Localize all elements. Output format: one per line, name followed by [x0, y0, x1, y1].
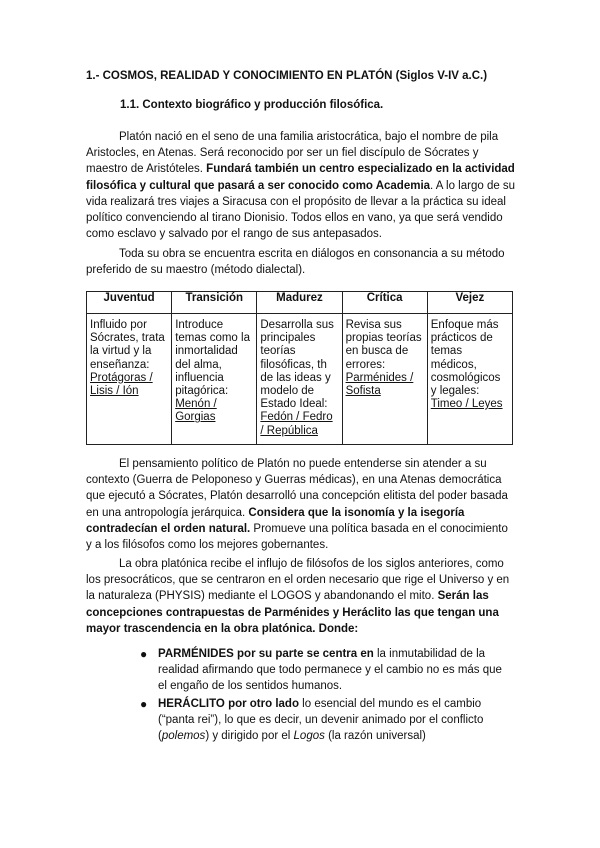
- table-cell: [257, 314, 342, 445]
- paragraph-bold: Considera que la isonomía y la isegoría contradecían el orden natural.: [86, 506, 465, 535]
- table-cell: [427, 314, 512, 445]
- list-item-italic: polemos: [161, 730, 206, 743]
- cell-text: Influido por Sócrates, trata la virtud y la enseñanza:: [90, 319, 165, 371]
- table-row: [87, 314, 513, 445]
- table-header-row: [87, 292, 513, 314]
- philosophers-list: [140, 646, 512, 745]
- table-header-cell: Vejez: [427, 292, 512, 314]
- table-header-cell: Juventud: [87, 292, 172, 314]
- list-item-bold: HERÁCLITO por otro lado: [158, 697, 299, 710]
- paragraph-text: Platón nació en el seno de una familia aristocrática, bajo el nombre de pila Aristocles, en Atenas. Será reconocido por ser un fiel discípulo de Sócrates y maestro de Aristóteles.: [86, 131, 499, 176]
- table-header-cell: Crítica: [342, 292, 427, 314]
- list-item-italic: Logos: [293, 730, 325, 743]
- list-item-heraclito: [140, 696, 512, 745]
- cell-works-link[interactable]: Timeo / Leyes: [430, 398, 503, 411]
- paragraph-dialogues: [86, 246, 516, 278]
- cell-text: Desarrolla sus principales teorías filosóficas, th de las ideas y modelo de Estado Ideal:: [260, 319, 334, 411]
- list-item-text: la inmutabilidad de la realidad afirmando que todo permanece y el cambio no es más que el engaño de los sentidos humanos.: [158, 648, 502, 693]
- table-cell: [87, 314, 172, 445]
- table-cell: [342, 314, 427, 445]
- paragraph-bold: Serán las concepciones contrapuestas de Parménides y Heráclito las que tengan una mayor trascendencia en la obra platónica. Donde:: [86, 590, 499, 635]
- bullet-icon: ●: [140, 647, 148, 661]
- list-item-bold: PARMÉNIDES por su parte se centra en: [158, 648, 374, 660]
- cell-works-link[interactable]: Menón / Gorgias: [175, 398, 217, 424]
- list-item-text: ) y dirigido por el: [205, 730, 294, 743]
- cell-text: Introduce temas como la inmortalidad del alma, influencia pitagórica:: [175, 319, 250, 398]
- paragraph-biography: [86, 129, 516, 242]
- bullet-icon: ●: [140, 696, 148, 711]
- table-header-cell: Madurez: [257, 292, 342, 314]
- paragraph-text: Promueve una política basada en el conocimiento y a los filósofos como los mejores gobernantes.: [86, 522, 508, 552]
- list-item-text: lo esencial del mundo es el cambio (“panta rei”), lo que es decir, un devenir animado por el conflicto (: [158, 697, 484, 743]
- list-item-parmenides: [140, 646, 512, 695]
- paragraph-influences: [86, 556, 516, 637]
- paragraph-text: . A lo largo de su vida realizará tres viajes a Siracusa con el propósito de llevar a la práctica su ideal político convenciendo al tirano Dionisio. Todos ellos en vano, ya que será vendido como esclavo y salvado por el rango de sus antepasados.: [86, 179, 516, 241]
- cell-text: Revisa sus propias teorías en busca de errores:: [345, 319, 422, 371]
- cell-works-link[interactable]: Parménides / Sofista: [345, 371, 414, 398]
- table-cell: [172, 314, 257, 445]
- paragraph-political-thought: [86, 456, 516, 553]
- paragraph-bold: Fundará también un centro especializado en la actividad filosófica y cultural que pasará a ser conocido como Academia: [86, 163, 515, 192]
- list-item-text: (la razón universal): [324, 730, 426, 743]
- paragraph-text: La obra platónica recibe el influjo de filósofos de los siglos anteriores, como los presocráticos, que se centraron en el orden necesario que rige el Universo y en la naturaleza (PHYSIS) mediante el LOGOS y abandonando el mito.: [86, 558, 510, 603]
- cell-text: Enfoque más prácticos de temas médicos, cosmológicos y legales:: [430, 319, 501, 398]
- paragraph-text: El pensamiento político de Platón no puede entenderse sin atender a su contexto (Guerra de Peloponeso y Guerras médicas), en una Atenas democrática que ejecutó a Sócrates, Platón desarrolló una concepción elitista del poder basada en una antropología jerárquica.: [86, 458, 508, 519]
- cell-works-link[interactable]: Fedón / Fedro / República: [260, 411, 333, 437]
- section-heading: 1.- COSMOS, REALIDAD Y CONOCIMIENTO EN PLATÓN (Siglos V-IV a.C.): [86, 70, 488, 82]
- subsection-heading: 1.1. Contexto biográfico y producción filosófica.: [120, 99, 384, 111]
- works-periods-table: [86, 291, 513, 445]
- cell-works-link[interactable]: Protágoras / Lisis / Ión: [90, 371, 153, 398]
- paragraph-text: Toda su obra se encuentra escrita en diálogos en consonancia a su método preferido de su maestro (método dialectal).: [86, 248, 505, 277]
- table-header-cell: Transición: [172, 292, 257, 314]
